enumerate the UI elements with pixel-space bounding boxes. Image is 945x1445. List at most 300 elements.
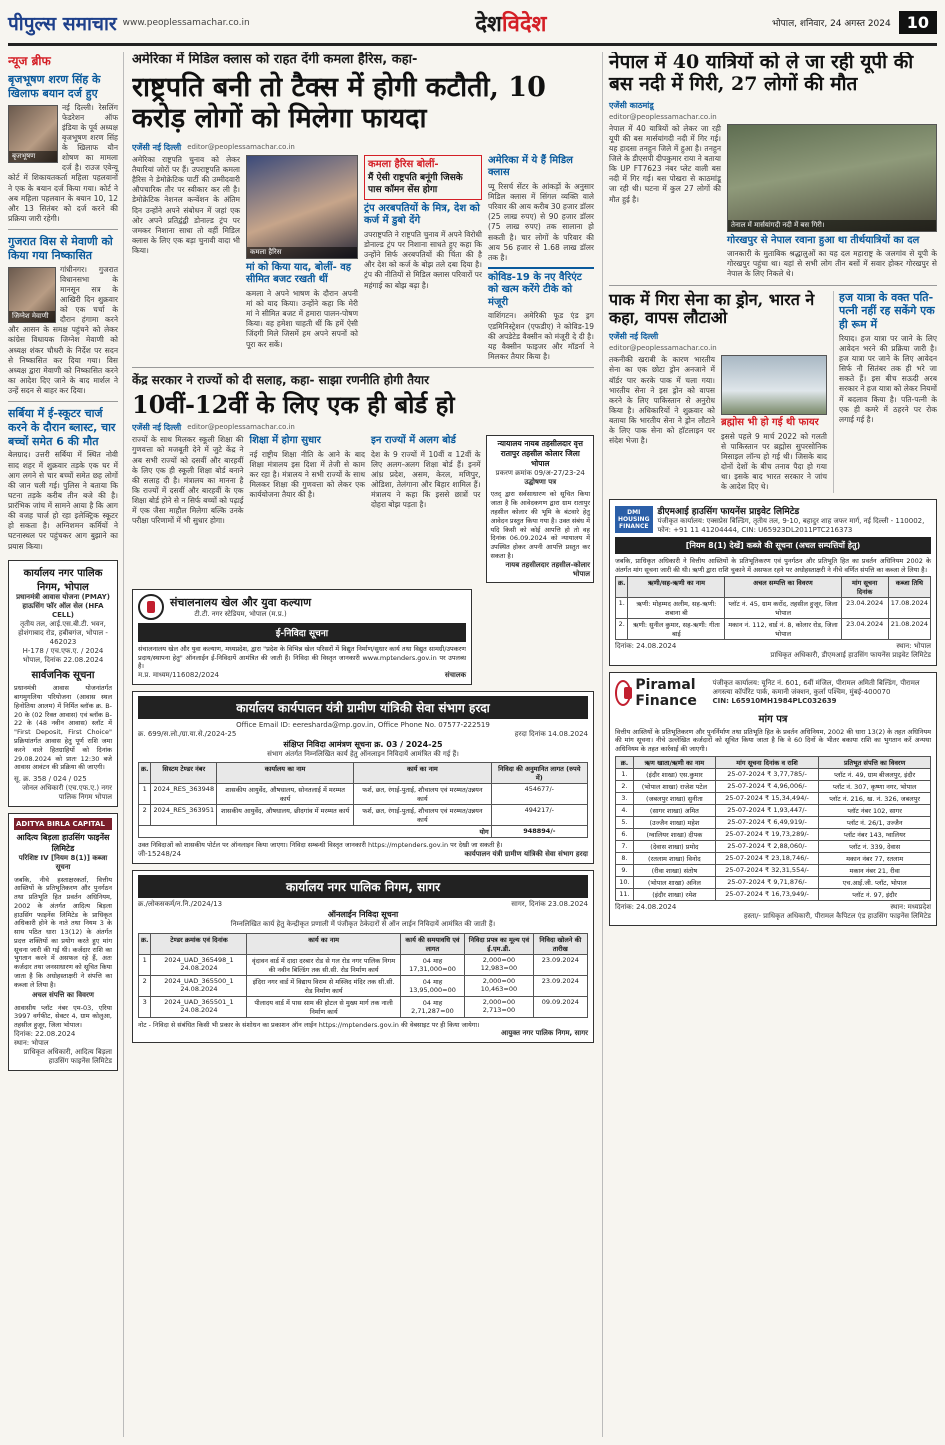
nepal-text: नेपाल में 40 यात्रियों को लेकर जा रही यूपी की बस मार्सयांगदी नदी में गिर गई। यह हादसा तनहुन जिले में हुआ है। तनहुन जिले के डीएसपी दीपकुमार राया ने बताया कि UP FT7623 नंबर प्लेट वाली बस नदी में गिर गई। बस पोखरा से काठमांडू जा रही थी। घटना में कुल 27 लोगों की मौत हुई है।	[609, 123, 721, 204]
piramal-logo-icon	[615, 680, 631, 706]
cell: प्लॉट नं. 216, ख. नं. 326, जबलपुर	[819, 792, 931, 804]
piramal-logo	[615, 677, 707, 709]
cell: 6.	[616, 828, 634, 840]
sagar-ref-line	[138, 900, 588, 909]
cell: शासकीय आयुर्वेद, औषधालय, छीदगांव में मरम्मत कार्य	[217, 805, 354, 826]
cell: 23.09.2024	[533, 975, 587, 996]
notice-body: एतद् द्वारा सर्वसाधारण को सूचित किया जाता है कि आवेदकगण द्वारा ग्राम रातापुर तहसील कोलार की भूमि के बंटवारे हेतु आवेदन प्रस्तुत किया गया है। उक्त संबंध में यदि किसी को कोई आपत्ति हो तो वह दिनांक 06.09.2024 को न्यायालय में उपस्थित होकर अपनी आपत्ति प्रस्तुत कर सकता है।	[490, 490, 590, 560]
kamala-story	[132, 52, 594, 362]
email[interactable]: editor@peoplessamachar.co.in	[609, 112, 717, 121]
sports-notice-head	[138, 594, 466, 620]
mp-govt-emblem-icon	[138, 594, 164, 620]
notice-ref: क्र. 699/स.लो./ग्रा.या.से./2024-25	[138, 730, 237, 739]
section-title-a: देश	[475, 10, 502, 37]
col-header: कब्जा तिथि	[888, 577, 930, 598]
notice-subtitle: [नियम 8(1) देखें] कब्जे की सूचना (अचल सम्पत्तियों हेतु)	[615, 537, 931, 554]
cell: 3.	[616, 792, 634, 804]
table-row	[139, 954, 588, 975]
harda-notice	[132, 691, 594, 864]
kamala-subhead: मां को किया याद, बोलीं- वह सीमित बजट रखती थीं	[246, 261, 352, 286]
page-grid	[8, 52, 937, 1437]
cell: फर्श, छत, रंगाई-पुताई, शौचालय एवं मरम्मत/उन्नयन कार्य	[354, 784, 491, 805]
notice-ref: म.प्र. माध्यम/116082/2024	[138, 671, 219, 680]
notice-title: कार्यालय कार्यपालन यंत्री ग्रामीण यांत्रिकी सेवा संभाग हरदा	[138, 696, 588, 719]
drone-col-1	[609, 355, 715, 492]
col-header: निविदा की अनुमानित लागत (रुपये में)	[491, 763, 587, 784]
notice-subtitle: ऑनलाईन निविदा सूचना	[327, 910, 399, 920]
hajj-headline[interactable]: हज यात्रा के वक्त पति-पत्नी नहीं रह सकेंगे एक ही रूम में	[839, 290, 935, 332]
col-header: ऋणी/सह-ऋणी का नाम	[628, 577, 725, 598]
kamala-col-2	[246, 155, 358, 362]
cell: 2024_UAD_365501_1 24.08.2024	[151, 996, 247, 1017]
notice-ref: H-178 / एच.एफ.ए. / 2024	[22, 647, 104, 656]
notice-title: कार्यालय नगर पालिक निगम, भोपाल	[23, 567, 103, 593]
cell: (देवास शाखा) प्रमोद	[633, 840, 715, 852]
photo-caption: जिग्नेश मेवाणी	[9, 311, 55, 322]
table-row	[616, 792, 931, 804]
cell: 21.08.2024	[888, 619, 930, 640]
board-meta	[132, 418, 594, 435]
byline: एजेंसी नई दिल्ली	[132, 142, 182, 152]
cell: 2,000=00 2,713=00	[465, 996, 533, 1017]
col-header: क्र.	[616, 577, 628, 598]
cell: 23.04.2024	[841, 619, 888, 640]
notice-title: कार्यालय नगर पालिक निगम, सागर	[138, 875, 588, 898]
cell: प्लॉट नंबर 102, सागर	[819, 804, 931, 816]
board-story	[132, 373, 594, 583]
notice-sign: संचालक	[444, 671, 466, 680]
notice-address: पंजीकृत कार्यालय: एक्सप्रेस बिल्डिंग, तृतीय तल, 9-10, बहादुर शाह जफर मार्ग, नई दिल्ली - 110002, फोन: +91 11 41204444, CIN: U65923DL2011PTC216373	[657, 516, 925, 534]
photo-caption: कमला हैरिस	[247, 247, 357, 258]
board-subhead-2: इन राज्यों में अलग बोर्ड	[370, 435, 456, 447]
cell: 25-07-2024 ₹ 6,49,919/-	[715, 816, 818, 828]
kamala-meta	[132, 138, 594, 155]
notice-sign: प्राधिकृत अधिकारी, डीएमआई हाउसिंग फायनेंस प्राइवेट लिमिटेड	[770, 651, 931, 660]
col-header: कार्य का नाम	[247, 933, 400, 954]
dmi-titles	[658, 504, 932, 535]
cell: प्लॉट नं. 307, कृष्णा नगर, भोपाल	[819, 780, 931, 792]
cell: 25-07-2024 ₹ 19,73,289/-	[715, 828, 818, 840]
board-col-3	[371, 435, 481, 583]
nepal-side-head[interactable]: गोरखपुर से नेपाल रवाना हुआ था तीर्थयात्रियों का दल	[727, 234, 920, 246]
cell: (रतलाम शाखा) विनोद	[633, 852, 715, 864]
notice-date: हरदा दिनांक 14.08.2024	[514, 730, 588, 739]
email[interactable]: editor@peoplessamachar.co.in	[187, 142, 295, 151]
notice-cin: CIN: L65910MH1984PLC032639	[712, 697, 837, 706]
issue-info	[772, 11, 937, 34]
piramal-brand: Piramal Finance	[635, 676, 697, 709]
dmi-logo: DMI HOUSING FINANCE	[615, 506, 653, 533]
table-row	[139, 784, 588, 805]
covid-headline[interactable]: कोविड-19 के नए वैरिएंट को खत्म करेंगे टीके को मंजूरी	[488, 271, 582, 308]
aditya-birla-notice	[8, 813, 118, 1071]
kamala-text: उपराष्ट्रपति ने राष्ट्रपति चुनाव में अपने विरोधी डोनाल्ड ट्रंप पर निशाना साधते हुए कहा कि उन्होंने सिर्फ अरबपतियों की चिंता की है और देश को कर्ज के बोझ तले दबा दिया है। ट्रंप की नीतियों से मिडिल क्लास परिवारों पर महंगाई का बोझ बढ़ा है।	[364, 229, 482, 290]
kamala-headline[interactable]: राष्ट्रपति बनी तो टैक्स में होगी कटौती, 10 करोड़ लोगों को मिलेगा फायदा	[132, 71, 546, 134]
cell: 4.	[616, 804, 634, 816]
notice-date: दिनांक: 24.08.2024	[615, 902, 677, 911]
brief-body: नई दिल्ली। रेसलिंग फेडरेशन ऑफ इंडिया के पूर्व अध्यक्ष बृजभूषण शरण सिंह के खिलाफ यौन शोषण का मामला दर्ज है। राउज एवेन्यू कोर्ट में शिकायतकर्ता महिला पहलवानों ने एक के बयान दर्ज किया गया। कोर्ट ने अब महिला पहलवान के बयान 10, 12 और 13 सितंबर को दर्ज करने की प्रक्रिया जारी रहेगी।	[8, 102, 118, 223]
board-subhead: शिक्षा में होगा सुधार	[249, 435, 321, 447]
notice-date: सागर, दिनांक 23.08.2024	[511, 900, 588, 909]
notice-address: टी.टी. नगर स्टेडियम, भोपाल (म.प्र.)	[194, 609, 287, 618]
table-row	[139, 805, 588, 826]
notice-case: प्रकरण क्रमांक 09/अ-27/23-24	[495, 469, 585, 478]
total-label: योग	[139, 826, 492, 838]
covid-brief	[488, 267, 594, 362]
byline: एजेंसी काठमांडू	[609, 100, 654, 110]
table-row	[616, 780, 931, 792]
cell: 1.	[616, 768, 634, 780]
table-row	[616, 768, 931, 780]
nepal-col-2	[727, 124, 937, 280]
table-row	[616, 864, 931, 876]
kamala-text: अमेरिका राष्ट्रपति चुनाव को लेकर तैयारियां जोरों पर हैं। उपराष्ट्रपति कमला हैरिस ने डेमोक्रेटिक पार्टी की उम्मीदवारी औपचारिक तौर पर स्वीकार कर ली है। डेमोक्रेटिक नेशनल कन्वेंशन के अंतिम दिन उन्होंने अपने संबोधन में जहां एक ओर अपने प्रतिद्वंद्वी डोनाल्ड ट्रंप पर जमकर निशाना साधा तो वहीं मिडिल क्लास के लिए एक बड़ा चुनावी वादा भी किया।	[132, 154, 240, 256]
dmi-head	[615, 504, 931, 535]
divider	[609, 285, 937, 286]
notice-title: डीएमआई हाउसिंग फायनेंस प्राइवेट लिमिटेड	[657, 506, 800, 517]
harda-tender-table	[138, 762, 588, 838]
notice-body: संचालनालय खेल और युवा कल्याण, मध्यप्रदेश, द्वारा "प्रदेश के विभिन्न खेल परिसरों में विद्युत निर्माण/सुधार कार्य तथा विद्युत सामग्री/उपकरण प्रदाय/स्थापना हेतु" ऑनलाईन ई-निविदायें आमंत्रित की जाती हैं। निविदा की विस्तृत जानकारी www.mptenders.gov.in पर उपलब्ध है।	[138, 644, 466, 671]
kamala-quote-name: कमला हैरिस बोलीं-	[368, 158, 439, 170]
notice-sign: हस्ता/- प्राधिकृत अधिकारी, पीरामल कैपिटल एंड हाउसिंग फाइनेंस लिमिटेड	[743, 911, 931, 920]
brief-body: बेलग्राद। उत्तरी सर्बिया में स्थित नोवी साद शहर में शुक्रवार तड़के एक घर में आग लगने से चार बच्चों समेत छह लोगों की जान चली गई। पुलिस ने बताया कि घटना तड़के करीब तीन बजे की है। प्रारंभिक जांच में सामने आया है कि आग की वजह चार्ज हो रहा इलेक्ट्रिक स्कूटर हो सकता है। अग्निशमन कर्मियों ने घटनास्थल पर पहुंचकर आग बुझाने का प्रयास किया।	[8, 450, 118, 551]
email[interactable]: editor@peoplessamachar.co.in	[609, 344, 717, 353]
notice-intro: संभाग अंतर्गत निम्नलिखित कार्य हेतु ऑनलाइन निविदायें आमंत्रित की गई हैं।	[267, 750, 459, 759]
notice-date: दिनांक: 22.08.2024	[14, 1029, 76, 1038]
notice-subtitle: परिशिष्ट IV [नियम 8(1)] कब्जा सूचना	[18, 854, 108, 872]
cell: ऋणी: मोहम्मद अलीम, सह-ऋणी: शबाना बी	[628, 598, 725, 619]
board-text: देश के 9 राज्यों में 10वीं व 12वीं के लिए अलग-अलग शिक्षा बोर्ड हैं। इनमें आंध्र प्रदेश, असम, केरल, मणिपुर, ओडिशा, तेलंगाना और बिहार शामिल हैं। मंत्रालय ने कहा कि इससे छात्रों पर दोहरा बोझ पड़ता है।	[370, 449, 481, 510]
table-row	[616, 816, 931, 828]
cell: 2	[139, 805, 151, 826]
brief-headline[interactable]: गुजरात विस से मेवाणी को किया गया निष्कासित	[8, 235, 113, 262]
sports-notice-titles	[170, 595, 311, 619]
notice-place: स्थान: भोपाल	[896, 642, 931, 651]
covid-text: वाशिंगटन। अमेरिकी फूड एंड ड्रग एडमिनिस्ट्रेशन (एफडीए) ने कोविड-19 की अपडेटेड वैक्सीन को मंजूरी दे दी है। यह वैक्सीन फाइजर और मॉडर्ना ने मिलकर तैयार किया है।	[488, 311, 594, 361]
col-header: क्र.	[139, 933, 151, 954]
cell: ऋणी: सुनील कुमार, सह-ऋणी: गीता बाई	[628, 619, 725, 640]
nepal-headline[interactable]: नेपाल में 40 यात्रियों को ले जा रही यूपी की बस नदी में गिरी, 27 लोगों की मौत	[609, 52, 914, 95]
table-row	[616, 840, 931, 852]
cell: मकान नं. 112, वार्ड नं. 8, कोलार रोड, जिला भोपाल	[725, 619, 841, 640]
cell: वृंदावन वार्ड में दादा दरबार रोड से गल रोड नगर पालिक निगम की नवीन बिल्डिंग तक सी.सी. रोड निर्माण कार्य	[247, 954, 400, 975]
notice-footer: उक्त निविदाओं को शासकीय पोर्टल पर ऑनलाइन किया जाएगा। निविदा सम्बन्धी विस्तृत जानकारी https://mptenders.gov.in पर देखी जा सकती है।	[138, 841, 503, 850]
notice-address: पंजीकृत कार्यालय: यूनिट नं. 601, 6वीं मंजिल, पीरामल अमिती बिल्डिंग, पीरामल अगस्त्या कॉर्पोरेट पार्क, कमानी जंक्शन, कुर्ला पश्चिम, मुंबई-400070	[712, 678, 920, 696]
cell: 10.	[616, 876, 634, 888]
drone-hajj-row	[609, 291, 937, 493]
nepal-col-1	[609, 124, 721, 280]
notice-contact: Office Email ID: eeresharda@mp.gov.in, Office Phone No. 07577-222519	[236, 721, 490, 730]
table-row	[616, 619, 931, 640]
board-col-2	[250, 435, 365, 583]
piramal-head	[615, 677, 931, 709]
cell: 17.08.2024	[888, 598, 930, 619]
col-header: मांग सूचना दिनांक	[841, 577, 888, 598]
right-column	[602, 52, 937, 1437]
drone-headline[interactable]: पाक में गिरा सेना का ड्रोन, भारत ने कहा, वापस लौटाओ	[609, 289, 815, 327]
notice-title: न्यायालय नायब तहसीलदार वृत्त रातापुर तहसील कोलार जिला भोपाल	[497, 439, 583, 469]
dmi-notice	[609, 499, 937, 666]
notice-ref2: जी-15248/24	[138, 850, 182, 859]
cell: 25-07-2024 ₹ 2,88,060/-	[715, 840, 818, 852]
kamala-body	[132, 155, 594, 362]
sports-notice	[132, 589, 472, 685]
drone-col-2	[721, 355, 827, 492]
divider	[8, 229, 118, 230]
kamala-text: कमला ने अपने भाषण के दौरान अपनी मां को याद किया। उन्होंने कहा कि मेरी मां ने सीमित बजट में हमारा पालन-पोषण किया। वह हमेशा चाहती थीं कि हमें ऐसी जिंदगी मिले जिसमें हम अपने सपनों को पूरा कर सकें।	[246, 288, 358, 349]
cell: 23.09.2024	[533, 954, 587, 975]
cell: 25-07-2024 ₹ 16,73,949/-	[715, 888, 818, 900]
cell: मकान नंबर 77, रतलाम	[819, 852, 931, 864]
cell: 7.	[616, 840, 634, 852]
cell: शासकीय आयुर्वेद, औषधालय, सोनतलाई में मरम्मत कार्य	[217, 784, 354, 805]
piramal-titles	[713, 679, 931, 706]
notice-title: आदित्य बिड़ला हाउसिंग फाइनेंस लिमिटेड	[16, 833, 110, 854]
notice-subtitle: ई-निविदा सूचना	[138, 623, 466, 642]
cell: 25-07-2024 ₹ 23,18,746/-	[715, 852, 818, 864]
photo-brijbhushan	[8, 105, 58, 163]
cell: 9.	[616, 864, 634, 876]
col-header: अचल सम्पत्ति का विवरण	[725, 577, 841, 598]
brand	[8, 10, 250, 36]
col-header: प्रतिभूत संपत्ति का विवरण	[819, 756, 931, 768]
cell: 25-07-2024 ₹ 15,34,494/-	[715, 792, 818, 804]
cell: 11.	[616, 888, 634, 900]
photo-drone	[721, 355, 827, 415]
table-row	[616, 598, 931, 619]
cell: 2,000=00 12,983=00	[465, 954, 533, 975]
drone-body	[609, 355, 827, 492]
photo-nepal-bus	[727, 124, 937, 232]
col-header: निविदा प्रपत्र का मूल्य एवं ई.एम.डी.	[465, 933, 533, 954]
cell: 25-07-2024 ₹ 9,71,876/-	[715, 876, 818, 888]
cell: प्लॉट नं. 45, ग्राम करोंद, तहसील हुजूर, जिला भोपाल	[725, 598, 841, 619]
col-header: ऋण खाता/ऋणी का नाम	[633, 756, 715, 768]
piramal-footer	[615, 903, 931, 912]
photo-caption: तेनाल में मार्सयांगदी नदी में बस गिरी।	[728, 220, 936, 231]
kamala-col-3	[364, 155, 482, 362]
naib-notice-box	[486, 435, 594, 583]
nepal-story	[609, 52, 937, 280]
table-row	[616, 804, 931, 816]
nepal-body	[609, 124, 937, 280]
nagar-bhopal-notice	[8, 560, 118, 808]
kamala-col-1	[132, 155, 240, 362]
table-row	[616, 828, 931, 840]
notice-sign: प्राधिकृत अधिकारी, आदित्य बिड़ला हाउसिंग फाइनेंस लिमिटेड	[23, 1048, 112, 1066]
cell: पीलादय वार्ड में पास साम की होटल से मुख्य मार्ग तक नाली निर्माण कार्य	[247, 996, 400, 1017]
table-row	[616, 852, 931, 864]
notice-date: दिनांक: 24.08.2024	[615, 642, 677, 651]
drone-photo-caption: ब्रह्मोस भी हो गई थी फायर	[721, 417, 819, 429]
divider	[8, 401, 118, 402]
cell: (ग्वालियर शाखा) दीपक	[633, 828, 715, 840]
table-header-row	[616, 756, 931, 768]
date-line: भोपाल, शनिवार, 24 अगस्त 2024	[771, 19, 891, 29]
cell: प्लॉट नं. 339, देवास	[819, 840, 931, 852]
cell: (इंदौर शाखा) एस.कुमार	[633, 768, 715, 780]
cell: 454677/-	[491, 784, 587, 805]
notice-subtitle: मांग पत्र	[758, 713, 788, 725]
cell: 2024_RES_363948	[151, 784, 217, 805]
photo-mevani	[8, 267, 56, 323]
harda-sign-line	[138, 850, 588, 859]
table-row	[616, 888, 931, 900]
notice-body: जबकि, प्राधिकृत अधिकारी ने वित्तीय आस्तियों के प्रतिभूतिकरण एवं पुनर्गठन और प्रतिभूति हित का प्रवर्तन अधिनियम 2002 के अंतर्गत मांग सूचना जारी की थी। ऋणी द्वारा राशि चुकाने में असफल रहने पर अधोहस्ताक्षरी ने नीचे वर्णित संपत्ति का कब्जा ले लिया है।	[615, 556, 931, 574]
cell: 25-07-2024 ₹ 1,93,447/-	[715, 804, 818, 816]
news-brief-kicker: न्यूज ब्रीफ	[8, 54, 51, 68]
byline: एजेंसी नई दिल्ली	[132, 423, 182, 433]
notice-body: वित्तीय आस्तियों के प्रतिभूतिकरण और पुनर्निर्माण तथा प्रतिभूति हित के प्रवर्तन अधिनियम, 2002 की धारा 13(2) के तहत अधिनियम की मांग सूचना। नीचे उल्लेखित कर्जदारों को सूचित किया जाता है कि वे 60 दिनों के भीतर बकाया राशि का भुगतान करें अन्यथा अधिनियम के तहत कार्रवाई की जाएगी।	[615, 727, 931, 754]
col-header: मांग सूचना दिनांक व राशि	[715, 756, 818, 768]
brief-headline[interactable]: बृजभूषण शरण सिंह के खिलाफ बयान दर्ज हुए	[8, 73, 101, 100]
notice-intro: निम्नलिखित कार्य हेतु केन्द्रीकृत प्रणाली में पंजीकृत ठेकेदारों से ऑन लाईन निविदायें आमंत्रित की जाती हैं।	[230, 920, 496, 929]
board-headline[interactable]: 10वीं-12वीं के लिए एक ही बोर्ड हो	[132, 389, 455, 419]
cell: 2.	[616, 619, 628, 640]
cell: 2024_UAD_365498_1 24.08.2024	[151, 954, 247, 975]
table-row	[139, 996, 588, 1017]
masthead	[8, 6, 937, 46]
cell: 8.	[616, 852, 634, 864]
cell: प्लॉट नं. 97, इंदौर	[819, 888, 931, 900]
cell: (उज्जैन शाखा) महेश	[633, 816, 715, 828]
notice-title: संचालनालय खेल और युवा कल्याण	[170, 595, 312, 609]
left-column	[8, 52, 124, 1437]
kamala-overline: अमेरिका में मिडिल क्लास को राहत देंगी कमला हैरिस, कहा-	[132, 52, 418, 67]
total-value: 948894/-	[491, 826, 587, 838]
cell: (जबलपुर शाखा) सुनीता	[633, 792, 715, 804]
cell: (सागर शाखा) अमित	[633, 804, 715, 816]
notice-subtitle: संक्षिप्त निविदा आमंत्रण सूचना क्र. 03 / 2024-25	[283, 740, 443, 750]
table-row	[616, 876, 931, 888]
aditya-brand: ADITYA BIRLA CAPITAL	[14, 818, 112, 830]
notice-body: जबकि, नीचे हस्ताक्षरकर्ता, वित्तीय आस्तियों के प्रतिभूतिकरण और पुनर्गठन तथा प्रतिभूति हित प्रवर्तन अधिनियम, 2002 के अंतर्गत आदित्य बिड़ला हाउसिंग फाइनेंस लिमिटेड के प्राधिकृत अधिकारी होने के नाते तथा नियम 3 के साथ पठित धारा 13(12) के अंतर्गत प्रदत्त शक्तियों का प्रयोग करते हुए मांग सूचना जारी की गई थी। कर्जदार राशि का भुगतान करने में असफल रहे हैं, अतः कर्जदार तथा जनसाधारण को सूचित किया जाता है कि अधोहस्ताक्षरी ने संपत्ति का कब्जा ले लिया है।	[14, 875, 112, 989]
cell: 23.04.2024	[841, 598, 888, 619]
cell: प्लॉट नं. 49, ग्राम बीजलपुर, इंदौर	[819, 768, 931, 780]
hajj-brief	[833, 291, 937, 493]
notice-subtitle: उद्घोषणा पत्र	[524, 478, 557, 487]
brief-headline[interactable]: सर्बिया में ई-स्कूटर चार्ज करने के दौरान ब्लास्ट, चार बच्चों समेत 6 की मौत	[8, 407, 116, 448]
cell: 04 माह 13,95,000=00	[400, 975, 464, 996]
photo-kamala	[246, 155, 358, 259]
board-body	[132, 435, 594, 583]
board-col-1	[132, 435, 244, 583]
col-header: निविदा खोलने की तारीख	[533, 933, 587, 954]
notice-sign: आयुक्त नगर पालिक निगम, सागर	[501, 1029, 588, 1038]
nepal-side-text: जानकारी के मुताबिक श्रद्धालुओं का यह दल महाराष्ट्र के जलगांव से यूपी के गोरखपुर पहुंचा था। यहां से सभी लोग तीन बसों में सवार होकर गोरखपुर से नेपाल के लिए निकले थे।	[727, 249, 937, 279]
cell: (इंदौर शाखा) रमेश	[633, 888, 715, 900]
cell: एच.आई.जी. प्लॉट, भोपाल	[819, 876, 931, 888]
section-title-b: विदेश	[501, 10, 547, 37]
cell: मकान नंबर 21, रीवा	[819, 864, 931, 876]
cell: 1.	[616, 598, 628, 619]
kamala-subhead-3: अमेरिका में ये हैं मिडिल क्लास	[488, 154, 573, 179]
section-title	[475, 8, 546, 38]
brand-url[interactable]: www.peoplessamachar.co.in	[122, 17, 250, 28]
brief-serbia	[8, 407, 118, 552]
notice-ref2: सू. क्र. 358 / 024 / 025	[14, 775, 87, 784]
col-header: क्र.	[139, 763, 151, 784]
cell: फर्श, छत, रंगाई-पुताई, शौचालय एवं मरम्मत/उन्नयन कार्य	[354, 805, 491, 826]
brief-brijbhushan	[8, 73, 118, 224]
notice-sign: नायब तहसीलदार तहसील-कोलार भोपाल	[505, 560, 590, 578]
cell: 494217/-	[491, 805, 587, 826]
brand-name[interactable]: पीपुल्स समाचार	[8, 12, 117, 35]
cell: (भोपाल शाखा) अनिल	[633, 876, 715, 888]
board-overline: केंद्र सरकार ने राज्यों को दी सलाह, कहा- साझा रणनीति होगी तैयार	[132, 373, 430, 388]
cell: 1	[139, 954, 151, 975]
col-header: सिस्टम टेण्डर नंबर	[151, 763, 217, 784]
cell: 2	[139, 975, 151, 996]
property-head: अचल संपत्ति का विवरण	[32, 991, 94, 1000]
cell: 04 माह 17,31,000=00	[400, 954, 464, 975]
drone-story	[609, 291, 827, 493]
table-header-row	[139, 763, 588, 784]
cell: (भोपाल शाखा) राजेश पटेल	[633, 780, 715, 792]
table-total-row	[139, 826, 588, 838]
table-header-row	[616, 577, 931, 598]
board-text: नई राष्ट्रीय शिक्षा नीति के आने के बाद शिक्षा मंत्रालय इस दिशा में तेजी से काम कर रहा है। मंत्रालय ने सभी राज्यों के साथ मिलकर शिक्षा की गुणवत्ता को लेकर एक कार्ययोजना तैयार की है।	[249, 449, 365, 500]
cell: 25-07-2024 ₹ 4,96,006/-	[715, 780, 818, 792]
cell: 04 माह 2,71,287=00	[400, 996, 464, 1017]
col-header: कार्य का नाम	[354, 763, 491, 784]
cell: 3	[139, 996, 151, 1017]
table-row	[139, 975, 588, 996]
notice-scheme: प्रधानमंत्री आवास योजना (PMAY) हाऊसिंग फॉर ऑल सेल (HFA CELL)	[16, 592, 110, 619]
cell: प्लॉट नंबर 143, ग्वालियर	[819, 828, 931, 840]
cell: 2,000=00 10,463=00	[465, 975, 533, 996]
notice-place: स्थान: मध्यप्रदेश	[890, 902, 931, 911]
board-text: राज्यों के साथ मिलकर स्कूली शिक्षा की गुणवत्ता को मजबूती देने में जुटे केंद्र ने अब सभी राज्यों को दसवीं और बारहवीं के लिए एक ही स्कूली शिक्षा बोर्ड बनाने की सलाह दी है। मंत्रालय का मानना है कि राज्यों में दसवीं और बारहवीं के एक शिक्षा बोर्ड होने से न सिर्फ बच्चों को पढ़ाई में एक जैसा माहौल मिलेगा बल्कि उनके परीक्षा परिणामों में भी सुधार होगा।	[132, 435, 244, 526]
brief-mevani	[8, 235, 118, 396]
cell: 25-07-2024 ₹ 32,31,554/-	[715, 864, 818, 876]
kamala-quote: मैं ऐसी राष्ट्रपति बनूंगी जिसके पास कॉमन सेंस होगा	[368, 173, 463, 195]
sports-notice-footer	[138, 671, 466, 680]
col-header: कार्य की समयावधि एवं लागत	[400, 933, 464, 954]
byline: एजेंसी नई दिल्ली	[609, 332, 659, 342]
piramal-notice	[609, 672, 937, 926]
notice-subtitle: सार्वजनिक सूचना	[31, 670, 95, 682]
cell: 1	[139, 784, 151, 805]
kamala-text: प्यू रिसर्च सेंटर के आंकड़ों के अनुसार मिडिल क्लास में सिंगल व्यक्ति वाले परिवार की आय करीब 30 हजार डॉलर (25 लाख रुपए) से 90 हजार डॉलर (75 लाख रुपए) तक सालाना हो सकती है। चार लोगों के परिवार की आय 56 हजार से 1.68 लाख डॉलर तक है।	[488, 181, 594, 262]
cell: 5.	[616, 816, 634, 828]
photo-caption: बृजभूषण	[9, 151, 57, 162]
brief-body: गांधीनगर। गुजरात विधानसभा के मानसून सत्र के आखिरी दिन शुक्रवार को एक चर्चा के दौरान हंगामा करने और आसन के समक्ष पहुंचने को लेकर कांग्रेस विधायक जिग्नेश मेवाणी को अध्यक्ष शंकर चौधरी के निर्देश पर सदन से निष्कासित कर दिया गया। विस अध्यक्ष द्वारा मेवाणी को निष्कासित करने का आदेश दिए जाने के बाद मार्शल ने उन्हें सदन से बाहर कर दिया।	[8, 264, 118, 395]
page-number: 10	[899, 11, 937, 34]
col-header: क्र.	[616, 756, 634, 768]
notice-body: प्रधानमंत्री आवास योजनांतर्गत बागमुगलिया परियोजना (आवास स्थल हिनोतिया आलम) में निर्मित ब्लॉक क्र. B-20 के (02 रिक्त आवास) एवं ब्लॉक B-22 के (48 नवीन आवास) स्लॉट में "First Deposit, First Choice" प्रक्रियांतर्गत आवास हेतु पूर्ण राशि जमा करने वाले हितग्राहियों को दिनांक 29.08.2024 को प्रातः 12:30 बजे आवास आवंटन की प्रक्रिया की जाएगी।	[14, 684, 112, 772]
naib-notice	[486, 435, 594, 583]
sagar-notice	[132, 870, 594, 1043]
drone-text: तकनीकी खराबी के कारण भारतीय सेना का एक छोटा ड्रोन अनजाने में बॉर्डर पार करके पाक में चला गया। भारतीय सेना ने इस ड्रोन को वापस करने के लिए पाकिस्तान से अनुरोध किया है। अधिकारियों ने शुक्रवार को बताया कि भारतीय सेना ने ड्रोन लौटाने के लिए पाक सेना को हॉटलाइन पर संदेश भेजा है।	[609, 355, 715, 446]
cell: 2024_UAD_365500_1 24.08.2024	[151, 975, 247, 996]
cell: 25-07-2024 ₹ 3,77,785/-	[715, 768, 818, 780]
notice-ref: क्र./लोकसकर्म/न.नि./2024/13	[138, 900, 223, 909]
email[interactable]: editor@peoplessamachar.co.in	[187, 423, 295, 432]
hajj-text: रियाद। हज यात्रा पर जाने के लिए आवेदन भरने की प्रक्रिया जारी है। हज यात्रा पर जाने के लिए आवेदन सिर्फ नौ सितंबर तक ही भरे जा सकते हैं। इस बीच सऊदी अरब सरकार ने हज यात्रा को लेकर नियमों में बदलाव किया है। पति-पत्नी के एक ही कमरे में ठहरने पर रोक लगाई गई है।	[839, 333, 937, 424]
notice-address: तृतीय तल, आई.एस.बी.टी. भवन, होशंगाबाद रोड, हबीबगंज, भोपाल - 462023	[18, 619, 108, 647]
sagar-tender-table	[138, 933, 588, 1018]
dmi-table	[615, 576, 931, 640]
piramal-table	[615, 756, 931, 901]
cell: (रीवा शाखा) संतोष	[633, 864, 715, 876]
notice-sign: कार्यपालन यंत्री ग्रामीण यांत्रिकी सेवा संभाग हरदा	[464, 850, 588, 859]
middle-column	[132, 52, 594, 1437]
kamala-subhead-2: ट्रंप अरबपतियों के मित्र, देश को कर्ज में डुबो देंगे	[364, 202, 480, 227]
col-header: कार्यालय का नाम	[217, 763, 354, 784]
drone-side-text: इससे पहले 9 मार्च 2022 को गलती से पाकिस्तान पर ब्रह्मोस सुपरसोनिक मिसाइल लॉन्च हो गई थी। जिसके बाद दोनों देशों के बीच तनाव पैदा हो गया था। इसके बाद भारत सरकार ने जांच के आदेश दिए थे।	[721, 431, 827, 492]
divider	[132, 367, 594, 368]
